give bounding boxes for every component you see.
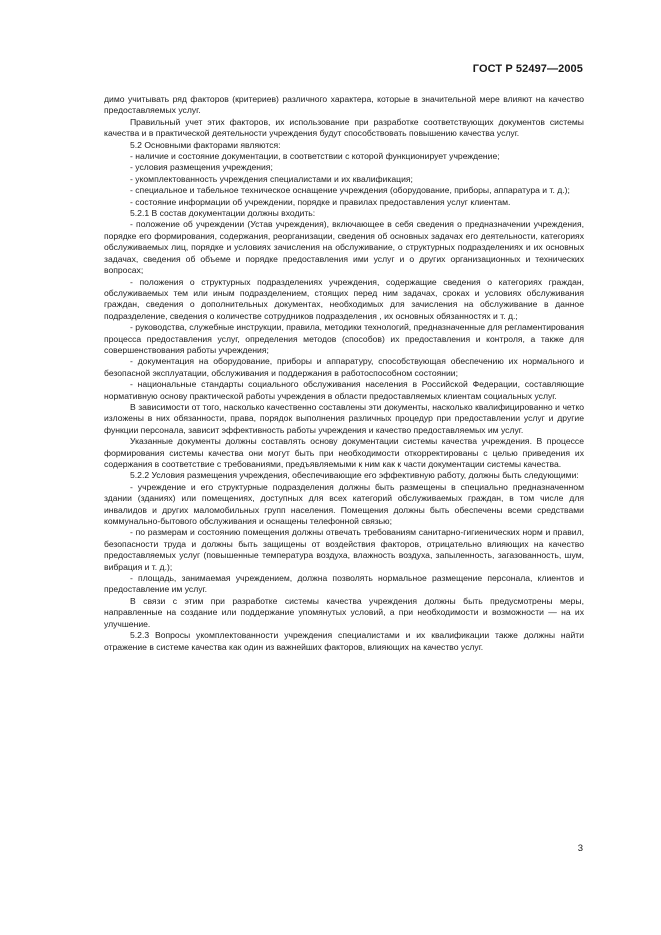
paragraph: - состояние информации об учреждении, порядке и правилах предоставления услуг клиентам. xyxy=(130,196,511,207)
paragraph: 5.2.1 В состав документации должны входить: xyxy=(130,208,316,219)
paragraph: - руководства, служебные инструкции, правила, методики технологий, предназначенные для регламентирования процесса предоставления услуг, определения методов (способов) их предоставления и контроля, а также для совершенствования работы учреждения; xyxy=(104,322,584,355)
document-body xyxy=(104,94,584,653)
paragraph: В зависимости от того, насколько качественно составлены эти документы, насколько квалифицированно и четко изложены в них обязанности, права, порядок выполнения различных процедур при предоставлении услуг и другие функции персонала, зависит эффективность работы учреждения и качество предоставляемых им услуг. xyxy=(104,401,584,435)
paragraph: 5.2.2 Условия размещения учреждения, обеспечивающие его эффективную работу, должны быть следующими: xyxy=(130,470,579,481)
paragraph: - документация на оборудование, приборы и аппаратуру, способствующая обеспечению их нормального и безопасной эксплуатации, обслуживания и поддержания в работоспособном состоянии; xyxy=(104,356,584,378)
paragraph: - национальные стандарты социального обслуживания населения в Российской Федерации, составляющие нормативную основу практической работы учреждения в области предоставляемых клиентам социальных услуг. xyxy=(104,379,584,401)
page-number: 3 xyxy=(577,843,583,854)
paragraph: - укомплектованность учреждения специалистами и их квалификация; xyxy=(130,173,413,184)
paragraph: - положения о структурных подразделениях учреждения, содержащие сведения о категориях граждан, обслуживаемых тем или иным подразделением, стоящих перед ним задачах, сроках и условиях обслуживания граждан, сведения о дополнительных документах, необходимых для зачисления на обслуживание в данное подразделение, сведения о количестве сотрудников подразделения , их основных обязанностях и т. д.; xyxy=(104,276,584,321)
paragraph: - площадь, занимаемая учреждением, должна позволять нормальное размещение персонала, клиентов и предоставление им услуг. xyxy=(104,573,584,595)
paragraph: димо учитывать ряд факторов (критериев) различного характера, которые в значительной мере влияют на качество предоставляемых услуг. xyxy=(104,94,584,116)
paragraph: Правильный учет этих факторов, их использование при разработке соответствующих документов системы качества и в практической деятельности учреждения будут способствовать повышению качества услуг. xyxy=(104,116,584,139)
paragraph: - специальное и табельное техническое оснащение учреждения (оборудование, приборы, аппаратура и т. д.); xyxy=(130,185,570,196)
document-header: ГОСТ Р 52497—2005 xyxy=(472,63,583,75)
paragraph: - наличие и состояние документации, в соответствии с которой функционирует учреждение; xyxy=(130,151,500,162)
paragraph: - положение об учреждении (Устав учреждения), включающее в себя сведения о предназначении учреждения, порядке его формирования, содержания, реорганизации, сведения об основных задачах его деятельности, категориях обслуживаемых лиц, порядке и условиях зачисления на обслуживание, о структурных подразделениях и их основных задачах, сведения об объеме и порядке предоставления ими услуг и о других организационных и технических вопросах; xyxy=(104,219,584,276)
paragraph: Указанные документы должны составлять основу документации системы качества учреждения. В процессе формирования системы качества они могут быть при необходимости откорректированы с целью приведения их содержания в соответствие с требованиями, предъявляемыми к ним как к части документации системы качества. xyxy=(104,436,584,469)
paragraph: 5.2.3 Вопросы укомплектованности учреждения специалистами и их квалификации также должны найти отражение в системе качества как один из важнейших факторов, влияющих на качество услуг. xyxy=(104,630,584,652)
paragraph: - учреждение и его структурные подразделения должны быть размещены в специально предназначенном здании (зданиях) или помещениях, доступных для всех категорий обслуживаемых граждан, в том числе для инвалидов и других маломобильных групп населения. Помещения должны быть обеспечены всеми средствами коммунально-бытового обслуживания и оснащены телефонной связью; xyxy=(104,481,584,527)
paragraph: В связи с этим при разработке системы качества учреждения должны быть предусмотрены меры, направленные на создание или поддержание упомянутых условий, а при необходимости и возможности — на их улучшение. xyxy=(104,595,584,629)
paragraph: - условия размещения учреждения; xyxy=(130,162,273,173)
paragraph: - по размерам и состоянию помещения должны отвечать требованиям санитарно-гигиенических норм и правил, безопасности труда и должны быть защищены от воздействия факторов, отрицательно влияющих на качество предоставляемых услуг (повышенные температура воздуха, влажность воздуха, запыленность, загазованность, шум, вибрация и т. д.); xyxy=(104,527,584,572)
paragraph: 5.2 Основными факторами являются: xyxy=(130,139,281,150)
